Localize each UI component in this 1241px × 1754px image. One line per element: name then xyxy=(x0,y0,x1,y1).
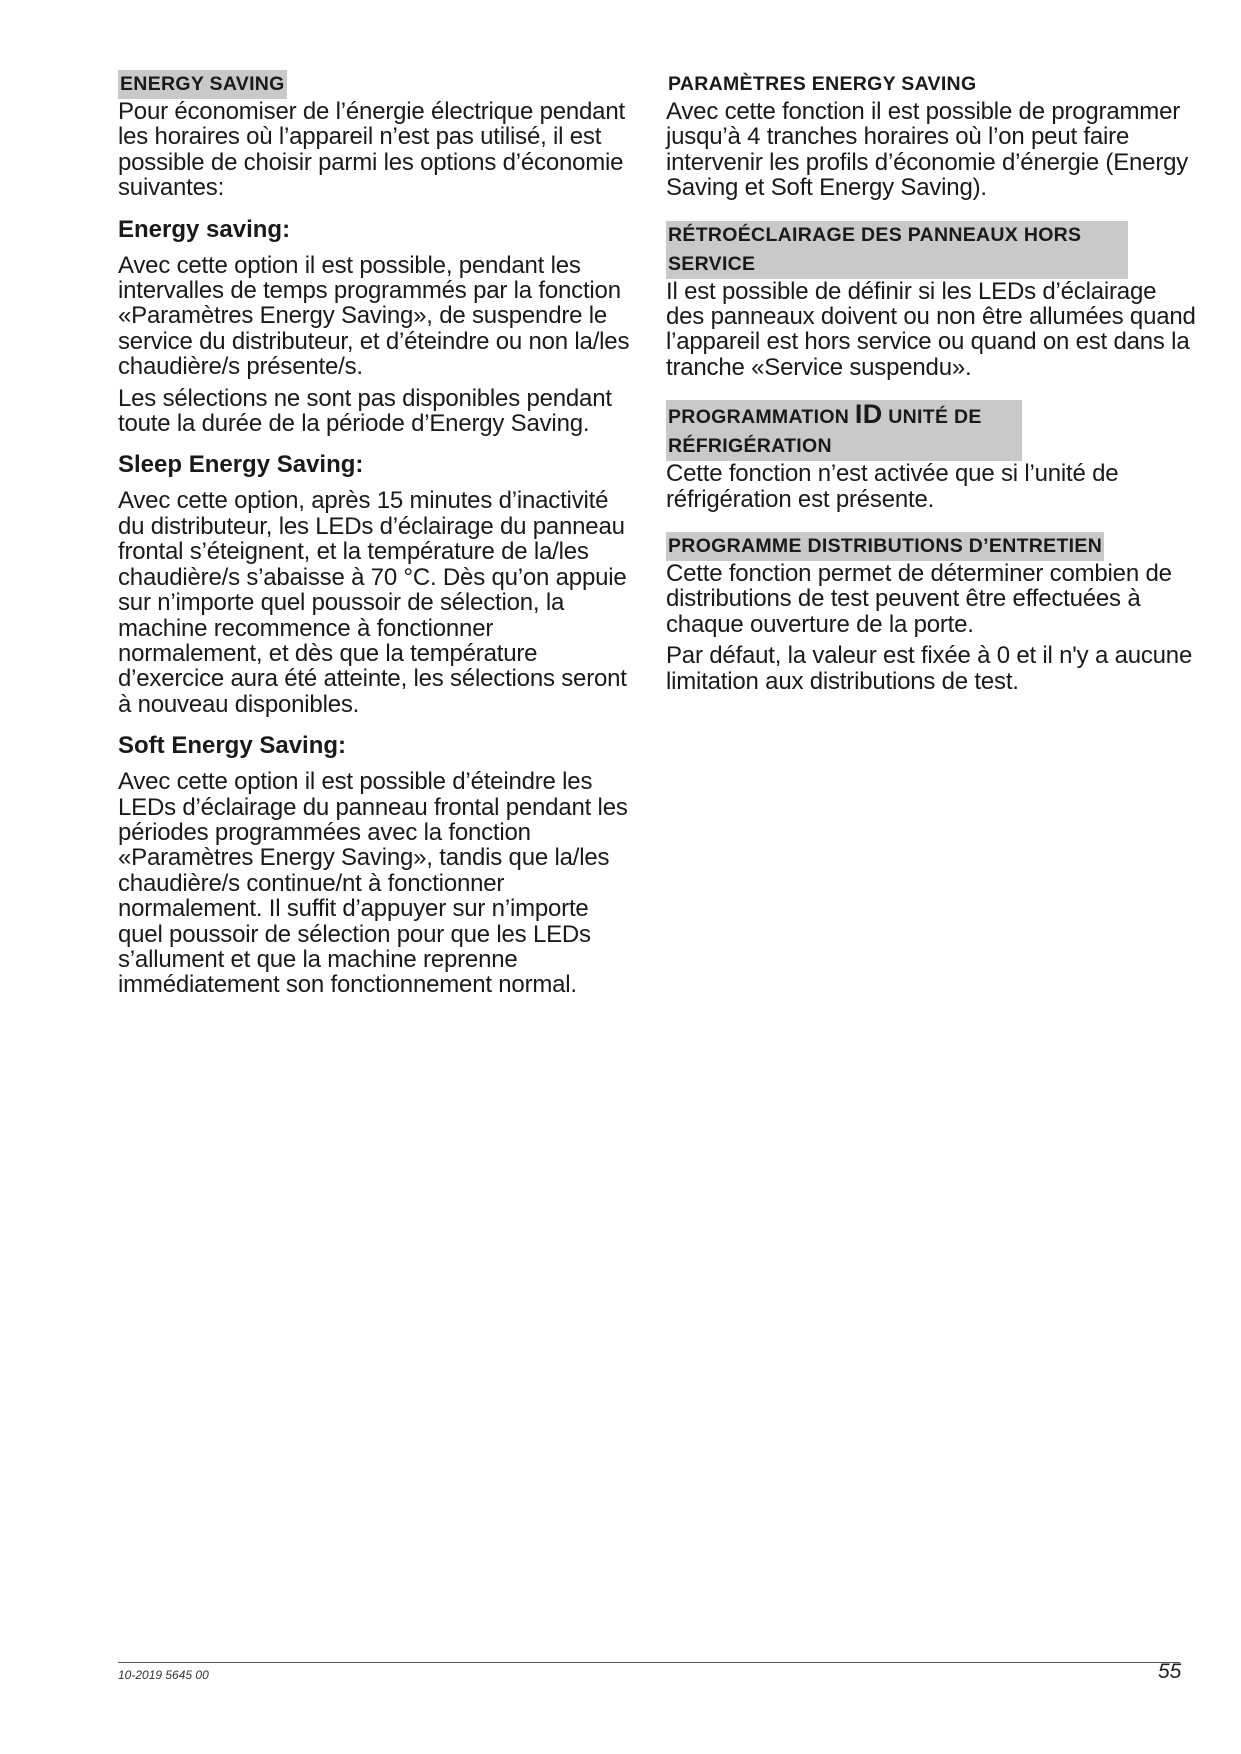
energy-saving-paragraph-2: Les sélections ne sont pas disponibles pendant toute la durée de la période d’Energy Saving. xyxy=(118,384,612,438)
programmation-id-heading-a: PROGRAMMATION xyxy=(668,406,855,429)
energy-saving-title: Energy saving: xyxy=(118,215,291,243)
soft-energy-saving-title: Soft Energy Saving: xyxy=(118,732,347,760)
maintenance-paragraph-1: Cette fonction permet de déterminer combien de distributions de test peuvent être effectuées à chaque ouverture de la porte. xyxy=(666,560,1172,638)
maintenance-distributions-heading: PROGRAMME DISTRIBUTIONS D’ENTRETIEN xyxy=(666,532,1104,561)
programmation-id-heading-id: ID xyxy=(854,399,883,430)
soft-energy-saving-paragraph: Avec cette option il est possible d’éteindre les LEDs d’éclairage du panneau frontal pendant les périodes programmées avec la fonction «Paramètres Energy Saving», tandis que la/les chaudière/s continue/nt à fonctionner normalement. Il suffit d’appuyer sur n’importe quel poussoir de sélection pour que les LEDs s’allument et que la machine reprenne immédiatement son fonctionnement normal. xyxy=(118,768,628,999)
left-column xyxy=(118,70,638,1004)
energy-saving-paragraph-1: Avec cette option il est possible, pendant les intervalles de temps programmés par la fonction «Paramètres Energy Saving», de suspendre le service du distributeur, et d’éteindre ou non la/les chaudière/s présente/s. xyxy=(118,251,630,381)
page-number: 55 xyxy=(1158,1660,1182,1683)
params-energy-saving-heading: PARAMÈTRES ENERGY SAVING xyxy=(668,73,977,95)
backlight-paragraph: Il est possible de définir si les LEDs d’éclairage des panneaux doivent ou non être allumées quand l’appareil est hors service ou quand on est dans la tranche «Service suspendu». xyxy=(666,277,1196,381)
programmation-id-heading xyxy=(666,400,1022,461)
footer-doc-code: 10-2019 5645 00 xyxy=(118,1668,209,1682)
intro-paragraph: Pour économiser de l’énergie électrique pendant les horaires où l’appareil n’est pas utilisé, il est possible de choisir parmi les options d’économie suivantes: xyxy=(118,98,625,202)
backlight-heading: RÉTROÉCLAIRAGE DES PANNEAUX HORS SERVICE xyxy=(666,221,1128,279)
sleep-energy-saving-title: Sleep Energy Saving: xyxy=(118,451,364,479)
energy-saving-heading: ENERGY SAVING xyxy=(118,70,287,99)
params-paragraph: Avec cette fonction il est possible de programmer jusqu’à 4 tranches horaires où l’on peut faire intervenir les profils d’économie d’énergie (Energy Saving et Soft Energy Saving). xyxy=(666,98,1189,202)
right-column xyxy=(666,70,1196,700)
sleep-energy-saving-paragraph: Avec cette option, après 15 minutes d’inactivité du distributeur, les LEDs d’éclairage du panneau frontal s’éteignent, et la température de la/les chaudière/s s’abaisse à 70 °C. Dès qu’on appuie sur n’importe quel poussoir de sélection, la machine recommence à fonctionner normalement, et dès que la température d’exercice aura été atteinte, les sélections seront à nouveau disponibles. xyxy=(118,487,627,718)
programmation-id-paragraph: Cette fonction n’est activée que si l’unité de réfrigération est présente. xyxy=(666,460,1119,513)
programmation-id-heading-b: UNITÉ DE RÉFRIGÉRATION xyxy=(668,406,982,458)
footer-rule xyxy=(118,1662,1180,1663)
maintenance-paragraph-2: Par défaut, la valeur est fixée à 0 et il n'y a aucune limitation aux distributions de test. xyxy=(666,642,1193,695)
